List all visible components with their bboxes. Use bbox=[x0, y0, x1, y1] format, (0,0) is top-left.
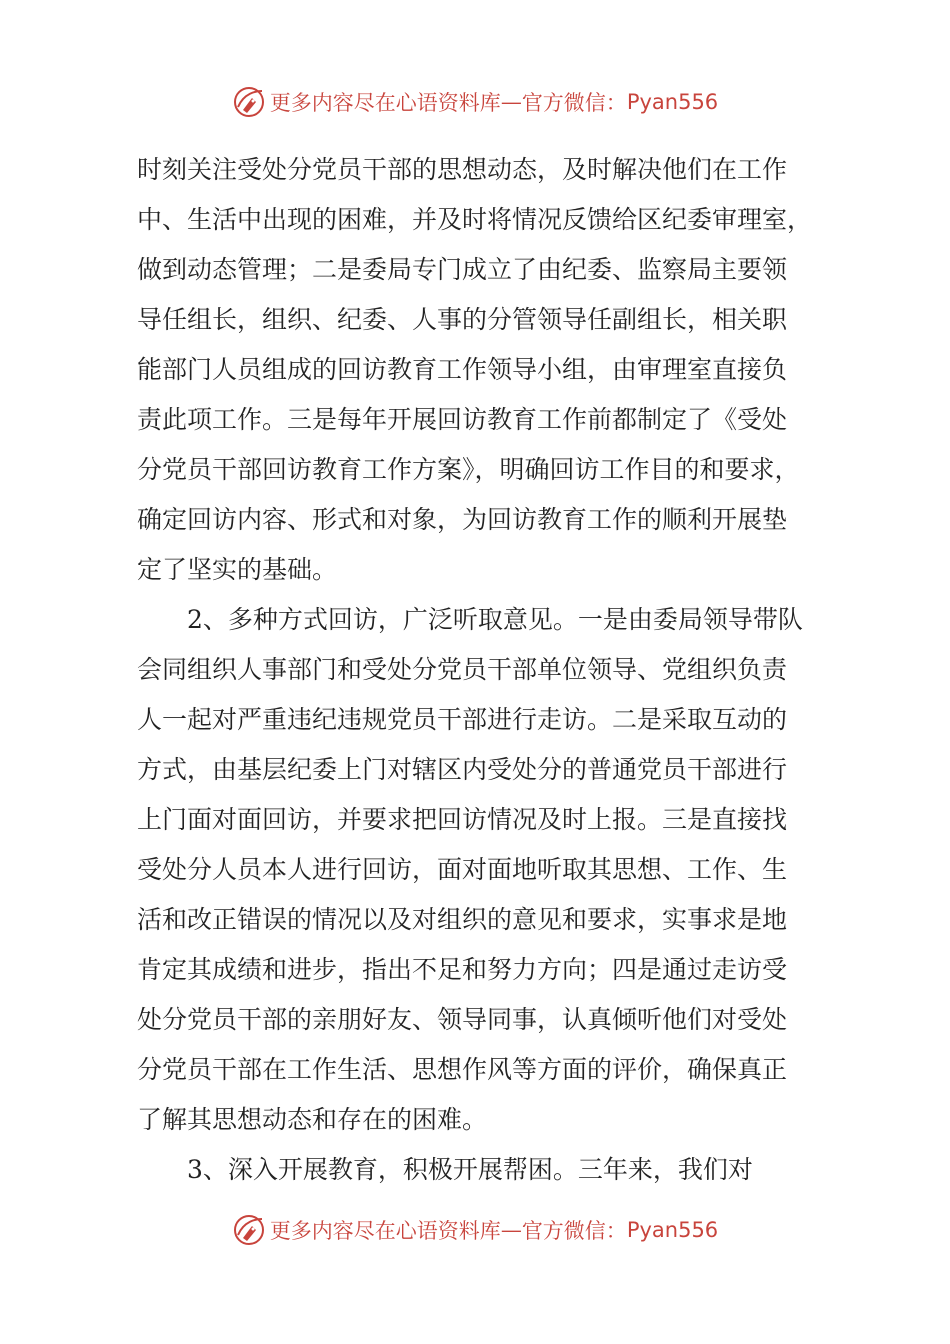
banner-title: 更多内容尽在心语资料库 bbox=[269, 91, 501, 115]
text-line: 分党员干部在工作生活、思想作风等方面的评价，确保真正 bbox=[137, 1055, 788, 1084]
header-banner bbox=[0, 82, 950, 122]
text-line: 能部门人员组成的回访教育工作领导小组，由审理室直接负 bbox=[137, 355, 788, 384]
text-line: 上门面对面回访，并要求把回访情况及时上报。三是直接找 bbox=[137, 805, 788, 834]
text-line: 分党员干部回访教育工作方案》，明确回访工作目的和要求， bbox=[137, 455, 800, 484]
text-line: 活和改正错误的情况以及对组织的意见和要求，实事求是地 bbox=[137, 905, 788, 934]
text-line: 确定回访内容、形式和对象，为回访教育工作的顺利开展垫 bbox=[137, 505, 788, 534]
text-line: 了解其思想动态和存在的困难。 bbox=[137, 1105, 488, 1134]
banner-wechat-label: 官方微信： bbox=[521, 91, 627, 115]
banner-dash: — bbox=[500, 90, 522, 114]
banner-dash: — bbox=[500, 1218, 522, 1242]
text-line: 导任组长，组织、纪委、人事的分管领导任副组长，相关职 bbox=[137, 305, 788, 334]
text-line: 肯定其成绩和进步，指出不足和努力方向；四是通过走访受 bbox=[137, 955, 788, 984]
text-line: 处分党员干部的亲朋好友、领导同事，认真倾听他们对受处 bbox=[137, 1005, 788, 1034]
text-line: 人一起对严重违纪违规党员干部进行走访。二是采取互动的 bbox=[137, 705, 788, 734]
banner-wechat-id: Pyan556 bbox=[626, 90, 719, 114]
text-line: 方式，由基层纪委上门对辖区内受处分的普通党员干部进行 bbox=[137, 755, 788, 784]
pen-nib-logo-icon bbox=[232, 85, 266, 119]
pen-nib-logo-icon bbox=[232, 1213, 266, 1247]
banner-title: 更多内容尽在心语资料库 bbox=[269, 1219, 501, 1243]
footer-banner bbox=[0, 1210, 950, 1250]
text-line: 中、生活中出现的困难，并及时将情况反馈给区纪委审理室， bbox=[137, 205, 813, 234]
paragraph-start-line: 3、深入开展教育，积极开展帮困。三年来，我们对 bbox=[187, 1155, 753, 1184]
text-line: 做到动态管理；二是委局专门成立了由纪委、监察局主要领 bbox=[137, 255, 788, 284]
paragraph-start-line: 2、多种方式回访，广泛听取意见。一是由委局领导带队 bbox=[187, 605, 803, 634]
text-line: 定了坚实的基础。 bbox=[137, 555, 338, 584]
banner-wechat-label: 官方微信： bbox=[521, 1219, 627, 1243]
text-line: 受处分人员本人进行回访，面对面地听取其思想、工作、生 bbox=[137, 855, 788, 884]
text-line: 会同组织人事部门和受处分党员干部单位领导、党组织负责 bbox=[137, 655, 788, 684]
text-line: 时刻关注受处分党员干部的思想动态，及时解决他们在工作 bbox=[137, 155, 788, 184]
document-body bbox=[137, 145, 827, 1195]
text-line: 责此项工作。三是每年开展回访教育工作前都制定了《受处 bbox=[137, 405, 788, 434]
banner-wechat-id: Pyan556 bbox=[626, 1218, 719, 1242]
